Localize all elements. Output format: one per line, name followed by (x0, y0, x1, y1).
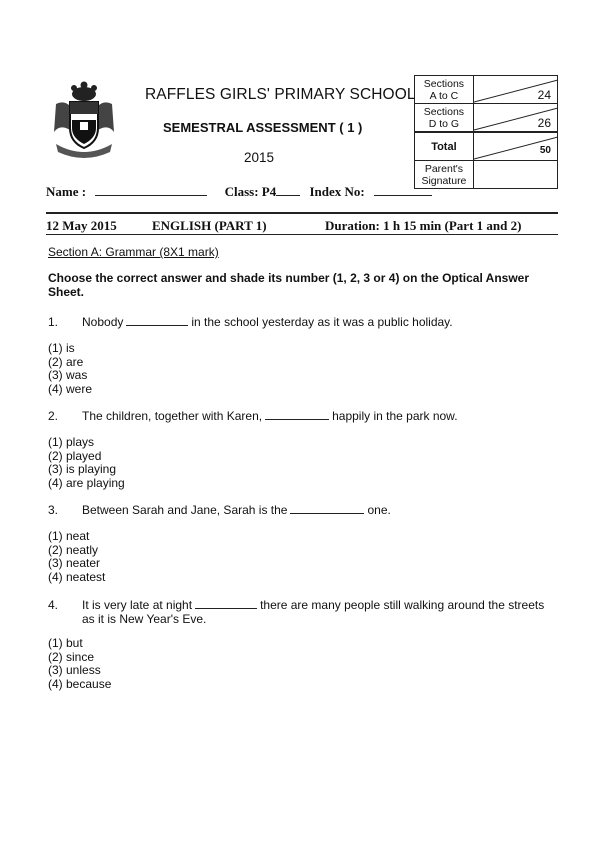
score-label: Sections A to C (415, 76, 474, 104)
score-box (414, 75, 558, 189)
answer-blank (126, 315, 188, 326)
option: (3) unless (48, 663, 101, 678)
option: (3) is playing (48, 462, 117, 477)
index-label: Index No: (309, 184, 365, 199)
bottom-rule (46, 234, 558, 235)
option: (1) but (48, 636, 83, 650)
option: (2) are (48, 354, 84, 369)
student-info-row (46, 184, 432, 200)
option: (4) are playing (48, 475, 125, 490)
exam-duration: Duration: 1 h 15 min (Part 1 and 2) (325, 218, 522, 233)
option: (4) neatest (48, 569, 106, 584)
option: (1) is (48, 341, 75, 355)
question-text-line2: as it is New Year's Eve. (82, 612, 207, 626)
question-text: The children, together with Karen, happily in the park now. (82, 409, 458, 423)
answer-blank (195, 598, 257, 609)
option: (2) neatly (48, 542, 99, 557)
question-text: It is very late at night there are many people still walking around the streets as it is New Year's Eve. (82, 598, 545, 626)
score-row-total (415, 132, 558, 161)
question-number: 2. (48, 409, 59, 423)
question-4-options (48, 637, 111, 691)
assessment-title: SEMESTRAL ASSESSMENT ( 1 ) (163, 120, 363, 135)
school-name: RAFFLES GIRLS' PRIMARY SCHOOL (145, 86, 416, 103)
score-row-sections-a-c (415, 76, 558, 104)
score-value-cell (473, 132, 557, 161)
question-number: 4. (48, 598, 59, 612)
option: (1) plays (48, 435, 95, 449)
assessment-year: 2015 (244, 150, 275, 165)
school-crest-logo (50, 80, 118, 160)
score-value: 24 (537, 88, 551, 102)
class-label: Class: P4 (224, 184, 277, 199)
parent-signature-field[interactable] (473, 161, 557, 189)
name-label: Name : (46, 184, 87, 199)
class-field[interactable] (276, 184, 300, 196)
question-number: 3. (48, 503, 59, 517)
option: (3) neater (48, 556, 101, 571)
score-row-parent-signature (415, 161, 558, 189)
question-text: Nobody in the school yesterday as it was a public holiday. (82, 315, 453, 329)
section-a-title: Section A: Grammar (8X1 mark) (48, 245, 219, 259)
option: (2) played (48, 448, 102, 463)
answer-blank (290, 503, 364, 514)
score-value-cell (473, 104, 557, 133)
option: (3) was (48, 368, 88, 383)
top-rule (46, 212, 558, 214)
score-label: Parent's Signature (415, 161, 474, 189)
option: (2) since (48, 649, 95, 664)
question-text: Between Sarah and Jane, Sarah is the one. (82, 503, 391, 517)
question-3-options (48, 530, 105, 584)
score-value-cell (473, 76, 557, 104)
index-field[interactable] (374, 184, 432, 196)
score-row-sections-d-g (415, 104, 558, 133)
score-value: 50 (539, 145, 551, 156)
option: (4) were (48, 381, 93, 396)
name-field[interactable] (95, 184, 207, 196)
score-value: 26 (537, 116, 551, 130)
question-number: 1. (48, 315, 59, 329)
option: (1) neat (48, 529, 90, 543)
exam-subject: ENGLISH (PART 1) (152, 218, 267, 233)
score-label: Sections D to G (415, 104, 474, 133)
question-2-options (48, 436, 125, 490)
option: (4) because (48, 676, 112, 691)
question-1-options (48, 342, 92, 396)
section-a-instruction: Choose the correct answer and shade its number (1, 2, 3 or 4) on the Optical Answer Sheet. (48, 271, 530, 299)
answer-blank (265, 409, 329, 420)
exam-date: 12 May 2015 (46, 218, 117, 233)
score-label: Total (415, 132, 474, 161)
